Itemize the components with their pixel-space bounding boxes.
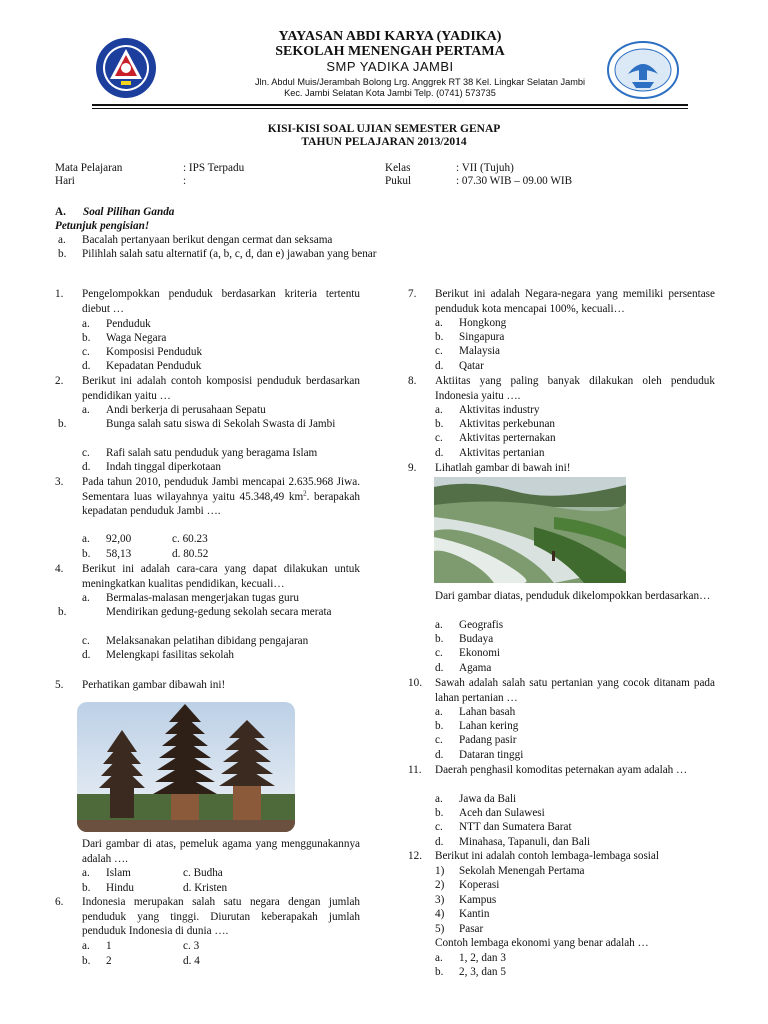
question-number: 3.	[55, 476, 64, 488]
answer-option: c. Padang pasir	[435, 734, 517, 746]
question-text: Berikut ini adalah Negara-negara yang memiliki persentase penduduk kota mencapai 100%, kecuali…	[435, 288, 715, 315]
answer-option: b. Singapura	[435, 331, 505, 343]
header-rule-thick	[92, 104, 688, 106]
answer-option: a. Penduduk	[82, 318, 151, 330]
answer-option: d. Kepadatan Penduduk	[82, 360, 202, 372]
rice-terrace-photo	[434, 477, 626, 583]
time-label: Pukul	[385, 175, 412, 187]
answer-option: d. Indah tinggal diperkotaan	[82, 461, 221, 473]
answer-option: 4) Kantin	[435, 908, 490, 920]
question-text: Daerah penghasil komoditas peternakan ayam adalah …	[435, 764, 688, 776]
answer-option: c. Rafi salah satu penduduk yang beragama Islam	[82, 447, 318, 459]
section-heading: A. Soal Pilihan Ganda	[55, 206, 175, 218]
document-title: KISI-KISI SOAL UJIAN SEMESTER GENAP	[267, 123, 501, 135]
answer-option: c. NTT dan Sumatera Barat	[435, 821, 572, 833]
answer-option: 5) Pasar	[435, 923, 484, 935]
answer-option: b. Aceh dan Sulawesi	[435, 807, 545, 819]
class-label: Kelas	[385, 162, 411, 174]
answer-option: d. Aktivitas pertanian	[435, 447, 545, 459]
answer-option: b. 2, 3, dan 5	[435, 966, 506, 978]
question-text: Sawah adalah salah satu pertanian yang cocok ditanam pada lahan pertanian …	[435, 677, 715, 704]
foundation-name: YAYASAN ABDI KARYA (YADIKA)	[278, 29, 502, 44]
answer-option: a. Hongkong	[435, 317, 507, 329]
question-text: Berikut ini adalah cara-cara yang dapat dilakukan untuk meningkatkan kualitas pendidikan, kecuali…	[82, 563, 360, 590]
school-type: SEKOLAH MENENGAH PERTAMA	[275, 44, 505, 59]
answer-option: a. 1, 2, dan 3	[435, 952, 506, 964]
answer-option: a. Islam	[82, 867, 131, 879]
question-number: 4.	[55, 563, 64, 575]
answer-option: b. Bunga salah satu siswa di Sekolah Swasta di Jambi	[58, 418, 336, 430]
instructions-heading: Petunjuk pengisian!	[55, 220, 150, 232]
answer-option: b. Budaya	[435, 633, 494, 645]
subject-value: : IPS Terpadu	[183, 162, 245, 174]
day-value: :	[183, 175, 187, 187]
question-text: Aktiitas yang paling banyak dilakukan oleh penduduk Indonesia yaitu ….	[435, 375, 715, 402]
answer-option: a.	[58, 234, 66, 246]
question-number: 5.	[55, 679, 64, 691]
question-number: 10.	[408, 677, 422, 689]
answer-option: d. Agama	[435, 662, 492, 674]
question-text: Indonesia merupakan salah satu negara dengan jumlah penduduk yang tinggi. Diurutan keberapakah jumlah penduduk Indonesia di dunia ….	[82, 896, 360, 937]
answer-option: b. 58,13	[82, 548, 132, 560]
question-number: 8.	[408, 375, 417, 387]
question-text: Pada tahun 2010, penduduk Jambi mencapai 2.635.968 Jiwa. Sementara luas wilayahnya yaitu 45.348,49 $km^2$. berapakah kepadatan penduduk Jambi ….	[82, 476, 361, 517]
header-rule-thin	[92, 108, 688, 109]
subject-label: Mata Pelajaran	[55, 162, 123, 174]
answer-option: d. Dataran tinggi	[435, 749, 524, 761]
question-text: Dari gambar di atas, pemeluk agama yang menggunakannya adalah ….	[82, 838, 360, 865]
question-number: 12.	[408, 850, 422, 862]
answer-option: Contoh lembaga ekonomi yang benar adalah …	[435, 937, 649, 949]
answer-option: d. Qatar	[435, 360, 484, 372]
school-address-line1: Jln. Abdul Muis/Jerambah Bolong Lrg. Anggrek RT 38 Kel. Lingkar Selatan Jambi	[254, 77, 586, 87]
question-text: Lihatlah gambar di bawah ini!	[435, 462, 571, 474]
answer-option: a. 92,00	[82, 533, 132, 545]
answer-option: a. Geografis	[435, 619, 504, 631]
answer-option: d. 80.52	[172, 548, 209, 560]
answer-option: b. Aktivitas perkebunan	[435, 418, 556, 430]
answer-option: b.	[58, 248, 67, 260]
answer-option: Bacalah pertanyaan berikut dengan cermat dan seksama	[82, 234, 333, 246]
answer-option: d. Kristen	[183, 882, 228, 894]
question-text: Berikut ini adalah contoh komposisi penduduk berdasarkan pendidikan yaitu …	[82, 375, 360, 402]
answer-option: a. Aktivitas industry	[435, 404, 540, 416]
answer-option: b. Waga Negara	[82, 332, 167, 344]
answer-option: c. Ekonomi	[435, 647, 501, 659]
answer-option: Pilihlah salah satu alternatif (a, b, c, d, dan e) jawaban yang benar	[82, 248, 377, 260]
answer-option: c. Malaysia	[435, 345, 501, 357]
question-text: Perhatikan gambar dibawah ini!	[82, 679, 226, 691]
letterhead	[90, 26, 690, 106]
question-number: 2.	[55, 375, 64, 387]
question-text: Dari gambar diatas, penduduk dikelompokkan berdasarkan…	[435, 590, 711, 602]
answer-option: 1) Sekolah Menengah Pertama	[435, 865, 585, 877]
question-number: 11.	[408, 764, 422, 776]
answer-option: d. Melengkapi fasilitas sekolah	[82, 649, 235, 661]
question-number: 6.	[55, 896, 64, 908]
answer-option: a. 1	[82, 940, 112, 952]
answer-option: a. Jawa da Bali	[435, 793, 517, 805]
school-name: SMP YADIKA JAMBI	[326, 59, 454, 74]
answer-option: b. Hindu	[82, 882, 134, 894]
instruction-item	[58, 247, 377, 262]
answer-option: c. Budha	[183, 867, 223, 879]
answer-option: b. Mendirikan gedung-gedung sekolah secara merata	[58, 606, 332, 618]
answer-option: c. 3	[183, 940, 200, 952]
answer-option: c. Komposisi Penduduk	[82, 346, 203, 358]
answer-option: d. Minahasa, Tapanuli, dan Bali	[435, 836, 591, 848]
bali-temple-photo	[77, 702, 295, 832]
answer-option: a. Lahan basah	[435, 706, 516, 718]
day-label: Hari	[55, 175, 75, 187]
question-number: 9.	[408, 462, 417, 474]
instruction-item	[58, 233, 332, 248]
question-number: 1.	[55, 288, 64, 300]
answer-option: b. Lahan kering	[435, 720, 519, 732]
answer-option: d. 4	[183, 955, 200, 967]
answer-option: c. Aktivitas perternakan	[435, 432, 556, 444]
school-address-line2: Kec. Jambi Selatan Kota Jambi Telp. (0741) 573735	[284, 88, 496, 98]
class-value: : VII (Tujuh)	[456, 162, 514, 174]
answer-option: a. Andi berkerja di perusahaan Sepatu	[82, 404, 266, 416]
question-text: Berikut ini adalah contoh lembaga-lembaga sosial	[435, 850, 659, 862]
question-number: 7.	[408, 288, 417, 300]
answer-option: 3) Kampus	[435, 894, 497, 906]
answer-option: c. 60.23	[172, 533, 208, 545]
time-value: : 07.30 WIB – 09.00 WIB	[456, 175, 573, 187]
answer-option: b. 2	[82, 955, 112, 967]
answer-option: 2) Koperasi	[435, 879, 500, 891]
answer-option: c. Melaksanakan pelatihan dibidang pengajaran	[82, 635, 309, 647]
document-year: TAHUN PELAJARAN 2013/2014	[301, 136, 467, 148]
answer-option: a. Bermalas-malasan mengerjakan tugas guru	[82, 592, 299, 604]
question-text: Pengelompokkan penduduk berdasarkan kriteria tertentu diebut …	[82, 288, 360, 315]
